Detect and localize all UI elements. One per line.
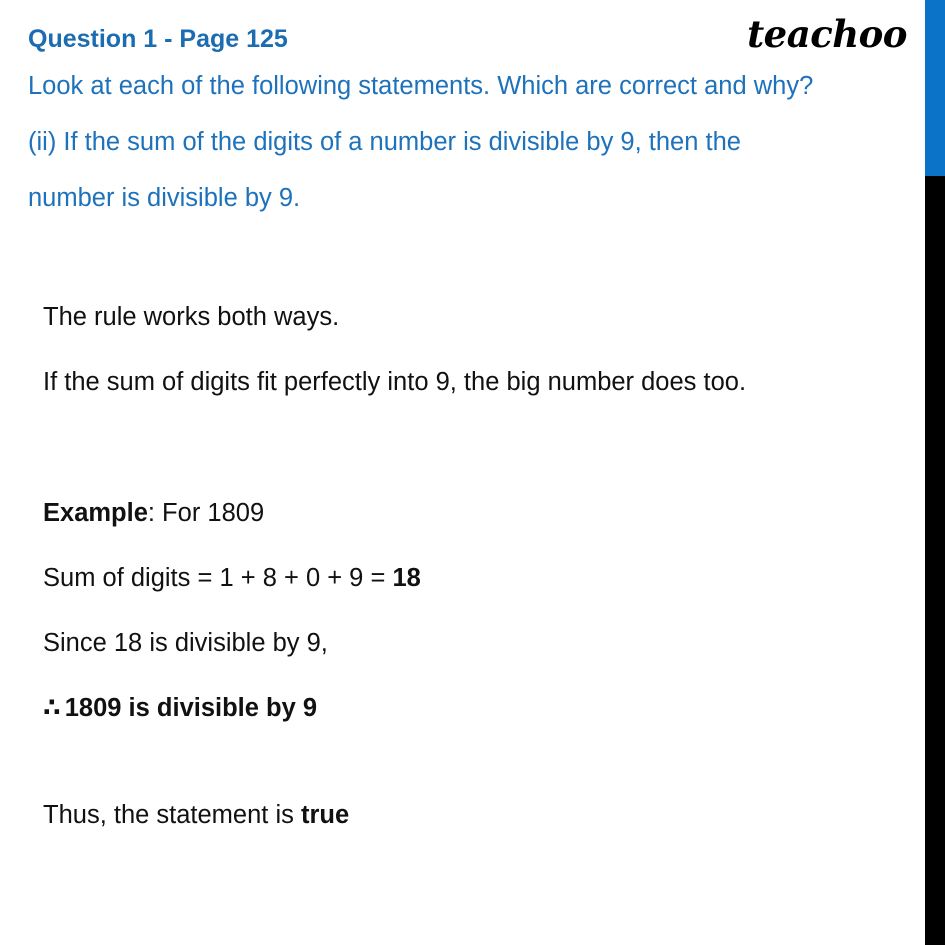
sum-of-digits-line: [43, 546, 915, 611]
example-heading-line: [43, 481, 915, 546]
since-line: Since 18 is divisible by 9,: [43, 629, 328, 657]
page-title: Question 1 - Page 125: [28, 25, 288, 53]
question-block: [28, 20, 945, 226]
therefore-line: [43, 676, 915, 741]
question-line-2: (ii) If the sum of the digits of a number is divisible by 9, then the: [28, 128, 741, 156]
question-line-3: number is divisible by 9.: [28, 184, 301, 212]
conclusion-prefix: Thus, the statement is: [43, 801, 301, 829]
sum-value: 18: [392, 564, 421, 592]
therefore-text: 1809 is divisible by 9: [64, 694, 318, 722]
therefore-icon: ∴: [43, 693, 61, 723]
conclusion-value: true: [300, 801, 350, 829]
conclusion-line: [43, 783, 915, 848]
teachoo-logo: teachoo: [747, 12, 907, 56]
answer-intro-line-1: The rule works both ways.: [43, 303, 340, 331]
answer-intro-line-2: If the sum of digits fit perfectly into 9, the big number does too.: [43, 368, 747, 396]
sum-prefix: Sum of digits = 1 + 8 + 0 + 9 =: [43, 564, 393, 592]
example-label: Example: [43, 499, 148, 527]
example-label-rest: : For 1809: [147, 499, 265, 527]
question-line-1: Look at each of the following statements. Which are correct and why?: [28, 72, 814, 100]
right-edge-black-bar: [925, 176, 945, 945]
answer-block: [43, 285, 915, 848]
